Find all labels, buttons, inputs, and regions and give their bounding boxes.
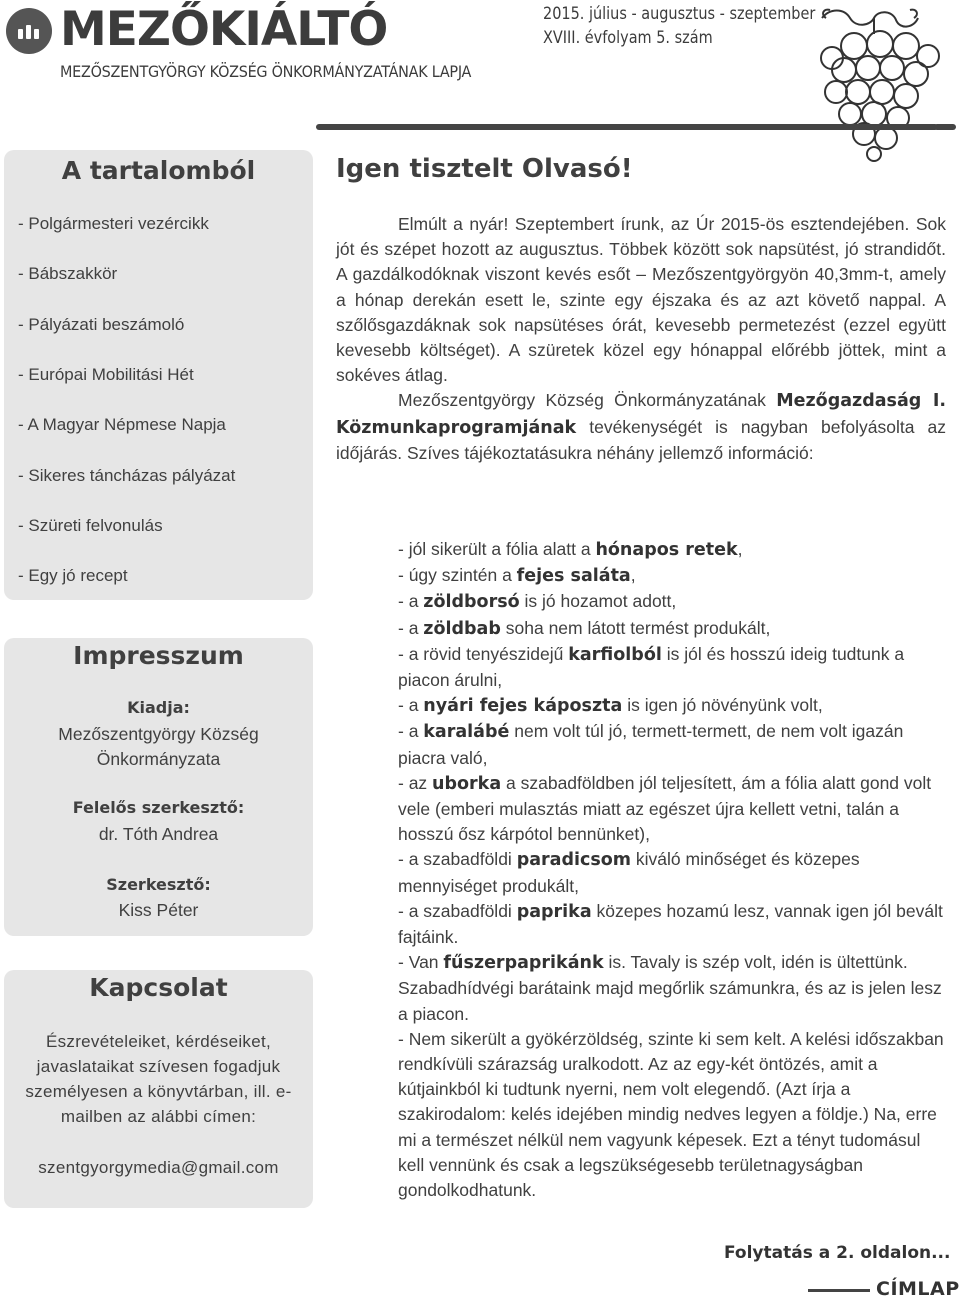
toc-item: - Sikeres táncházas pályázat	[18, 466, 236, 485]
article-paragraph-1	[336, 212, 946, 388]
article-paragraph-2-text: Mezőszentgyörgy Község Önkormányzatának	[398, 390, 777, 411]
list-item: - a zöldborsó is jó hozamot adott,	[398, 591, 677, 613]
list-item: - a karalábé nem volt túl jó, termett-termett, de nem volt igazán piacra való,	[398, 721, 904, 768]
editor-label: Szerkesztő:	[106, 875, 211, 894]
header-rule	[316, 124, 938, 130]
newspaper-title: MEZŐKIÁLTÓ	[60, 2, 388, 57]
toc-item: - A Magyar Népmese Napja	[18, 415, 226, 434]
toc-item: - Bábszakkör	[18, 264, 118, 283]
publisher-label: Kiadja:	[127, 698, 190, 717]
contact-email-link[interactable]: szentgyorgymedia@gmail.com	[38, 1158, 279, 1177]
editor-name: Kiss Péter	[118, 900, 199, 920]
header-rule-end	[934, 124, 956, 130]
editor-in-chief-name: dr. Tóth Andrea	[98, 824, 219, 844]
continued-link[interactable]: Folytatás a 2. oldalon...	[724, 1243, 951, 1263]
program-name: Mezőgazdaság I. Közmunkaprogramjának	[336, 391, 947, 438]
contact-line-1: Észrevételeiket, kérdéseiket,	[45, 1032, 272, 1051]
impresszum-heading: Impresszum	[73, 641, 244, 670]
list-item: - a szabadföldi paprika közepes hozamú lesz, vannak igen jól bevált fajtáink.	[398, 900, 943, 948]
editor-in-chief-label: Felelős szerkesztő:	[72, 798, 245, 817]
list-item: - a rövid tenyészidejű karfiolból is jól és hosszú ideig tudtunk a piacon árulni,	[398, 643, 905, 691]
impresszum-box	[4, 638, 313, 936]
publisher-line-2: Önkormányzata	[96, 749, 221, 769]
grapes-illustration-icon	[804, 4, 946, 162]
article-intro	[336, 212, 946, 466]
contact-line-4: mailben az alábbi címen:	[60, 1107, 257, 1126]
footer-rule	[808, 1289, 870, 1292]
article-paragraph-2	[336, 388, 946, 466]
list-item: - a nyári fejes káposzta is igen jó növényünk volt,	[398, 695, 823, 717]
crop-list	[398, 537, 946, 1203]
list-item: - Van fűszerpaprikánk is. Tavaly is szép volt, idén is ültettünk. Szabadhídvégi barátaink majd megőrlik számunkra, és az is jelen lesz a piacon.	[398, 952, 942, 1024]
toc-heading: A tartalomból	[61, 156, 256, 185]
list-item: - a szabadföldi paradicsom kiváló minőséget és közepes mennyiséget produkált,	[398, 849, 860, 896]
toc-box	[4, 150, 313, 600]
contact-line-3: személyesen a könyvtárban, ill. e-	[25, 1082, 292, 1101]
article-paragraph-2-rest: tevékenységét is nagyban befolyásolta az időjárás. Szíves tájékoztatásukra néhány jellemző információ:	[336, 416, 946, 463]
publisher-line-1: Mezőszentgyörgy Község	[58, 724, 259, 744]
toc-item: - Polgármesteri vezércikk	[18, 214, 209, 233]
section-label: CÍMLAP	[876, 1278, 960, 1300]
issue-volume: XVIII. évfolyam 5. szám	[543, 28, 713, 48]
contact-box	[4, 970, 313, 1208]
toc-item: - Szüreti felvonulás	[18, 516, 163, 535]
list-item: - Nem sikerült a gyökérzöldség, szinte ki sem kelt. A kelési időszakban rendkívüli szárazság uralkodott. Az az egy-két öntözés, amit a kútjainkból ki tudtunk nyerni, nem volt elegendő. (Azt írja a szakirodalom: kelés idejében mindig nedves legyen a földje.) Na, erre mi a természet nélkül nem vagyunk képesek. Ezt a tényt tudomásul kell vennünk és csak a legszükségesebb területnagyságban gondolkodhatunk.	[398, 1028, 944, 1201]
list-item: - jól sikerült a fólia alatt a hónapos retek,	[398, 539, 743, 560]
list-item: - úgy szintén a fejes saláta,	[398, 565, 636, 587]
article-title: Igen tisztelt Olvasó!	[336, 154, 633, 184]
list-item: - az uborka a szabadföldben jól teljesített, ám a fólia alatt gond volt vele (emberi mulasztás miatt az egészet újra kellett vetni, talán a hosszú ősz kárpótol bennünket),	[398, 772, 932, 845]
article-paragraph-1-text: Elmúlt a nyár! Szeptembert írunk, az Úr 2015-ös esztendejében. Sok jót és szépet hozott az augusztus. Többek között sok napsütést, jó strandidőt. A gazdálkodóknak viszont kevés esőt – Mezőszentgyörgyön 40,3mm-t, amely a hónap derekán esett le, szinte egy éjszaka és az azt követő nappal. A szőlősgazdáknak sok napsütéses órát, kevesebb permetezést (ezzel együtt kevesebb költséget). A szüretek közel egy hónappal előrébb jöttek, mint a sokéves átlag.	[336, 214, 946, 386]
list-item: - a zöldbab soha nem látott termést produkált,	[398, 617, 771, 639]
issue-date: 2015. július - augusztus - szeptember	[543, 4, 816, 24]
contact-heading: Kapcsolat	[89, 973, 228, 1002]
logo-icon	[6, 8, 52, 54]
issue-info	[543, 2, 815, 50]
toc-item: - Egy jó recept	[18, 566, 128, 585]
toc-item: - Pályázati beszámoló	[18, 315, 185, 334]
newspaper-subtitle: MEZŐSZENTGYÖRGY KÖZSÉG ÖNKORMÁNYZATÁNAK LAPJA	[60, 62, 472, 81]
toc-item: - Európai Mobilitási Hét	[18, 365, 194, 384]
contact-line-2: javaslataikat szívesen fogadjuk	[36, 1057, 281, 1076]
